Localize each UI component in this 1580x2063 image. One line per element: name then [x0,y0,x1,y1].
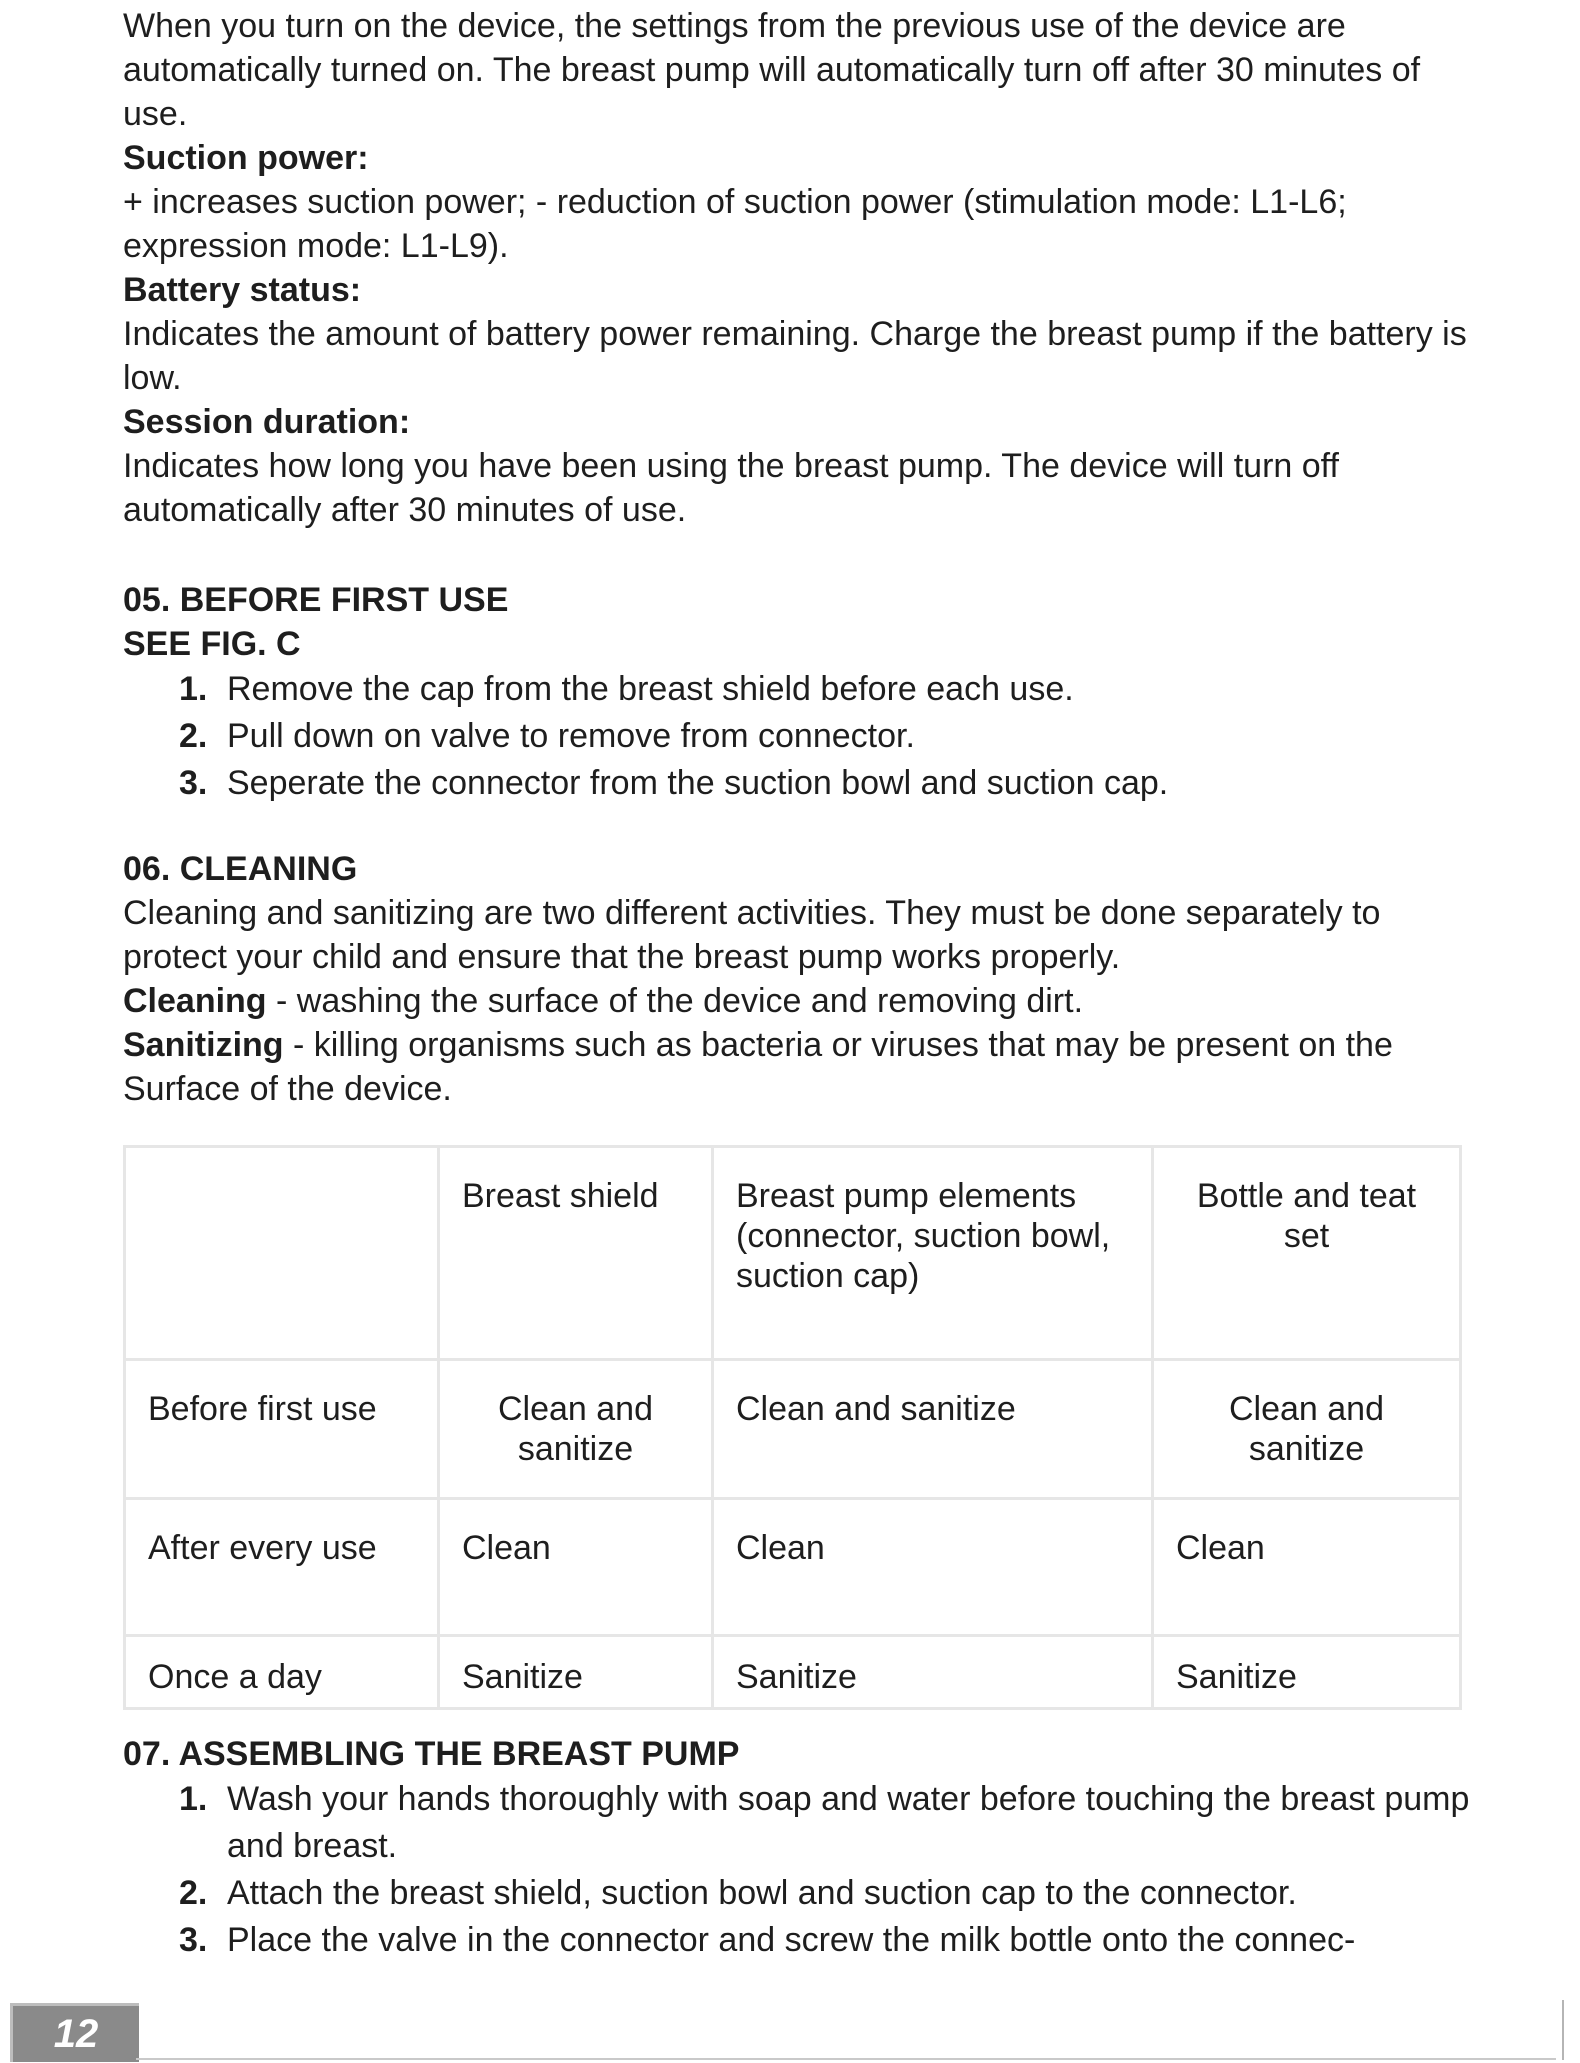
table-cell: Sanitize [713,1636,1153,1709]
section-07-steps [123,1776,1473,1964]
table-header-cell: Breast shield [439,1147,713,1360]
list-item [179,760,1473,807]
definition-term: Cleaning [123,982,267,1020]
table-cell: Clean [713,1499,1153,1636]
table-header-cell: Breast pump elements (connector, suction bowl, suction cap) [713,1147,1153,1360]
definition-text: - killing organisms such as bacteria or viruses that may be present on the Surface of the device. [123,1026,1393,1108]
list-item [179,1917,1473,1964]
section-05-steps [123,666,1473,807]
table-cell: Once a day [125,1636,439,1709]
session-duration-text: Indicates how long you have been using the breast pump. The device will turn off automatically after 30 minutes of use. [123,447,1339,529]
step-number: 1. [179,670,208,708]
step-text: Attach the breast shield, suction bowl and suction cap to the connector. [227,1874,1297,1912]
step-number: 1. [179,1780,208,1818]
suction-power-text: + increases suction power; - reduction of suction power (stimulation mode: L1-L6; expression mode: L1-L9). [123,183,1347,265]
step-text: Wash your hands thoroughly with soap and water before touching the breast pump and breast. [227,1780,1470,1865]
step-text: Remove the cap from the breast shield before each use. [227,670,1074,708]
page-content [123,4,1473,1964]
list-item [179,666,1473,713]
list-item [179,1776,1473,1870]
step-number: 2. [179,717,208,755]
step-text: Pull down on valve to remove from connector. [227,717,915,755]
section-05-subheading: SEE FIG. C [123,625,301,663]
page-number: 12 [10,2003,139,2062]
section-06-heading: 06. CLEANING [123,850,358,888]
session-duration-label: Session duration: [123,403,411,441]
battery-status-label: Battery status: [123,271,362,309]
table-cell: Clean and sanitize [1153,1360,1461,1499]
step-text: Seperate the connector from the suction bowl and suction cap. [227,764,1169,802]
definition-cleaning [123,979,1473,1023]
table-row [125,1499,1461,1636]
table-cell: Before first use [125,1360,439,1499]
table-header-row [125,1147,1461,1360]
definition-term: Sanitizing [123,1026,284,1064]
cleaning-table [123,1145,1462,1710]
list-item [179,713,1473,760]
table-cell: Clean and sanitize [713,1360,1153,1499]
step-text: Place the valve in the connector and screw the milk bottle onto the connec- [227,1921,1356,1959]
step-number: 3. [179,1921,208,1959]
step-number: 3. [179,764,208,802]
suction-power-label: Suction power: [123,139,369,177]
table-cell: Sanitize [439,1636,713,1709]
cleaning-intro: Cleaning and sanitizing are two different activities. They must be done separately to protect your child and ensure that the breast pump works properly. [123,894,1381,976]
footer-rule [136,2058,1556,2060]
table-cell: Clean and sanitize [439,1360,713,1499]
list-item [179,1870,1473,1917]
step-number: 2. [179,1874,208,1912]
definition-text: - washing the surface of the device and removing dirt. [266,982,1084,1020]
definition-sanitizing [123,1023,1473,1111]
table-header-cell [125,1147,439,1360]
table-cell: Sanitize [1153,1636,1461,1709]
table-cell: After every use [125,1499,439,1636]
table-row [125,1636,1461,1709]
page-edge-mark [1562,2000,1564,2060]
table-header-cell: Bottle and teat set [1153,1147,1461,1360]
section-07-heading: 07. ASSEMBLING THE BREAST PUMP [123,1735,740,1773]
section-05-heading: 05. BEFORE FIRST USE [123,581,509,619]
table-row [125,1360,1461,1499]
intro-paragraph: When you turn on the device, the settings from the previous use of the device are automatically turned on. The breast pump will automatically turn off after 30 minutes of use. [123,7,1421,133]
table-cell: Clean [1153,1499,1461,1636]
table-cell: Clean [439,1499,713,1636]
battery-status-text: Indicates the amount of battery power remaining. Charge the breast pump if the battery is low. [123,315,1467,397]
